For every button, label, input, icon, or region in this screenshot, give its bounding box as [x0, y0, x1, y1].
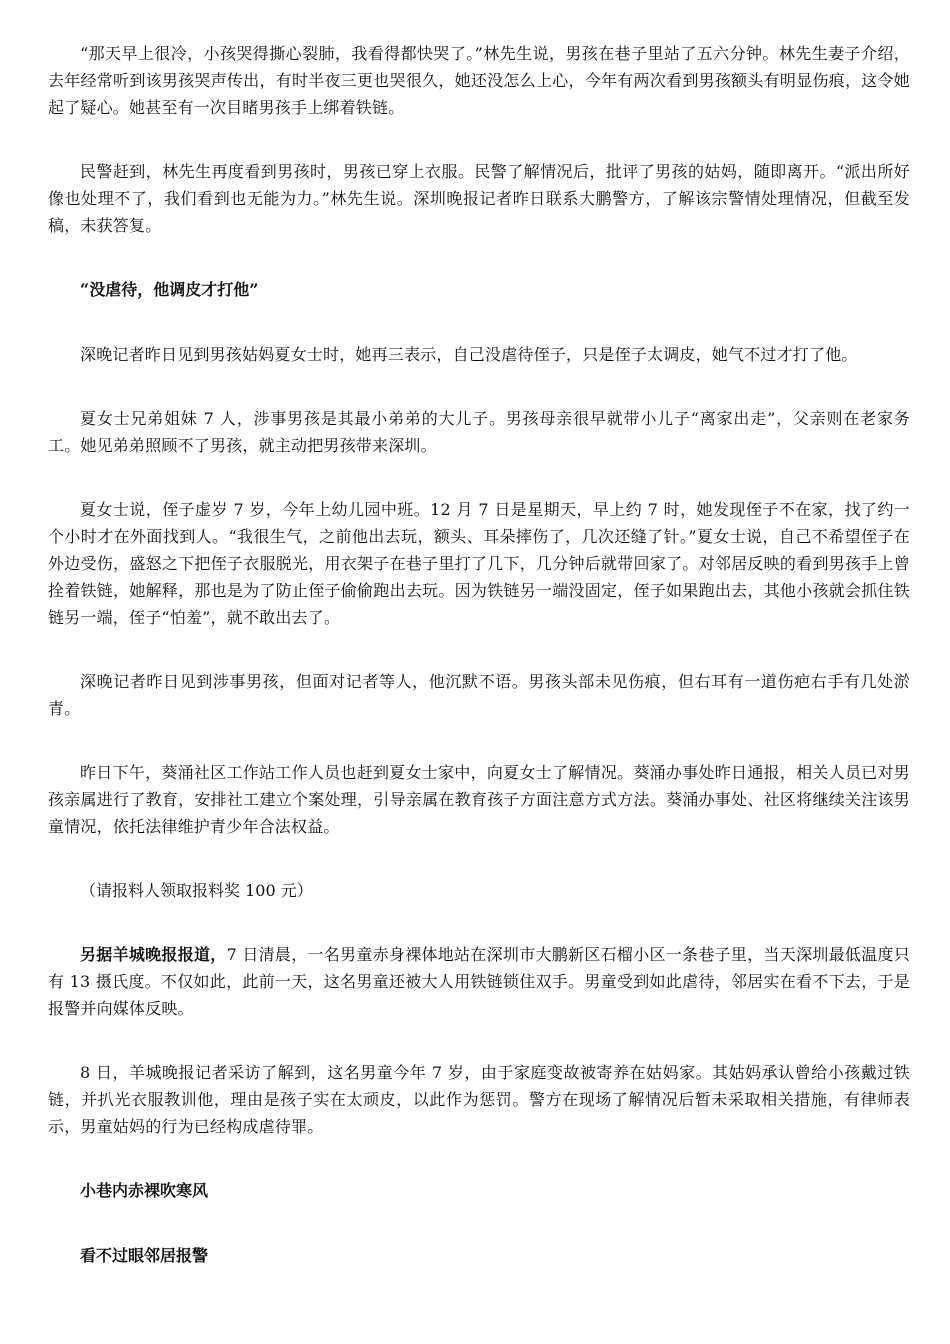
paragraph-body-text: 7 日清晨，一名男童赤身裸体地站在深圳市大鹏新区石榴小区一条巷子里，当天深圳最低温度只有 13 摄氏度。不仅如此，此前一天，这名男童还被大人用铁链锁住双手。男童受到如此虐待，邻居实在看不下去，于是报警并向媒体反映。 — [48, 945, 910, 1018]
section-heading-no-abuse: “没虐待，他调皮才打他” — [80, 280, 259, 299]
subheading-alley: 小巷内赤裸吹寒风 — [80, 1181, 209, 1200]
paragraph-yangcheng-report — [48, 941, 910, 1022]
paragraph-witness-account: “那天早上很冷，小孩哭得撕心裂肺，我看得都快哭了。”林先生说，男孩在巷子里站了五六分钟。林先生妻子介绍，去年经常听到该男孩哭声传出，有时半夜三更也哭很久，她还没怎么上心，今年有两次看到男孩额头有明显伤痕，这令她起了疑心。她甚至有一次目睹男孩手上绑着铁链。 — [48, 44, 910, 117]
paragraph-police-response: 民警赶到，林先生再度看到男孩时，男孩已穿上衣服。民警了解情况后，批评了男孩的姑妈，随即离开。“派出所好像也处理不了，我们看到也无能为力。”林先生说。深圳晚报记者昨日联系大鹏警方，了解该宗警情处理情况，但截至发稿，未获答复。 — [48, 162, 910, 235]
paragraph-community-action: 昨日下午，葵涌社区工作站工作人员也赶到夏女士家中，向夏女士了解情况。葵涌办事处昨日通报，相关人员已对男孩亲属进行了教育，安排社工建立个案处理，引导亲属在教育孩子方面注意方式方法。葵涌办事处、社区将继续关注该男童情况，依托法律维护青少年合法权益。 — [48, 763, 910, 836]
paragraph-aunt-explanation: 夏女士说，侄子虚岁 7 岁，今年上幼儿园中班。12 月 7 日是星期天，早上约 7 时，她发现侄子不在家，找了约一个小时才在外面找到人。“我很生气，之前他出去玩，额头、耳朵摔伤了，几次还缝了针。”夏女士说，自己不希望侄子在外边受伤，盛怒之下把侄子衣服脱光，用衣架子在巷子里打了几下，几分钟后就带回家了。对邻居反映的看到男孩手上曾拴着铁链，她解释，那也是为了防止侄子偷偷跑出去玩。因为铁链另一端没固定，侄子如果跑出去，其他小孩就会抓住铁链另一端，侄子“怕羞”，就不敢出去了。 — [48, 500, 910, 627]
document-page — [48, 40, 910, 1307]
paragraph-yangcheng-interview: 8 日，羊城晚报记者采访了解到，这名男童今年 7 岁，由于家庭变故被寄养在姑妈家。其姑妈承认曾给小孩戴过铁链，并扒光衣服教训他，理由是孩子实在太顽皮，以此作为惩罚。警方在现场了解情况后暂未采取相关措施，有律师表示，男童姑妈的行为已经构成虐待罪。 — [48, 1063, 910, 1136]
paragraph-aunt-statement: 深晚记者昨日见到男孩姑妈夏女士时，她再三表示，自己没虐待侄子，只是侄子太调皮，她气不过才打了他。 — [80, 345, 858, 364]
subheading-neighbor-report: 看不过眼邻居报警 — [80, 1246, 209, 1265]
paragraph-boy-condition: 深晚记者昨日见到涉事男孩，但面对记者等人，他沉默不语。男孩头部未见伤痕，但右耳有一道伤疤右手有几处淤青。 — [48, 672, 910, 718]
paragraph-lead-text: 另据羊城晚报报道， — [80, 945, 227, 964]
paragraph-family-background: 夏女士兄弟姐妹 7 人，涉事男孩是其最小弟弟的大儿子。男孩母亲很早就带小儿子“离家出走”，父亲则在老家务工。她见弟弟照顾不了男孩，就主动把男孩带来深圳。 — [48, 409, 910, 455]
tipster-reward-note: （请报料人领取报料奖 100 元） — [80, 881, 313, 900]
